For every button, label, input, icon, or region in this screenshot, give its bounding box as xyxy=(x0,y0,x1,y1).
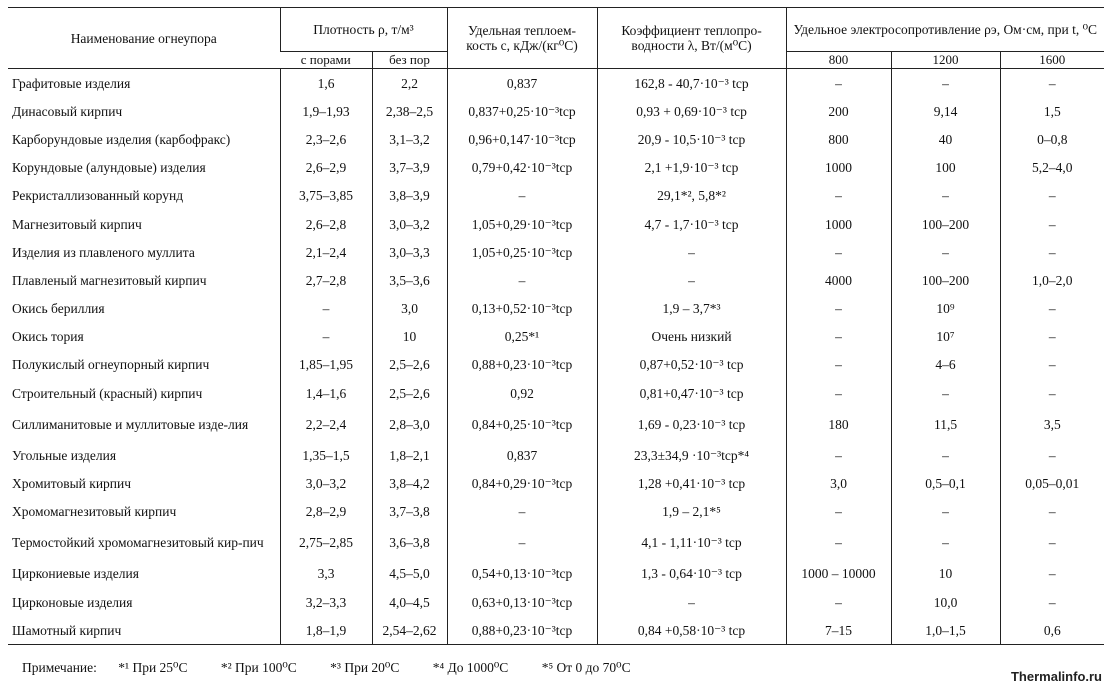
table-row xyxy=(8,210,1104,238)
cell-r800: – xyxy=(786,526,891,560)
cell-name: Полукислый огнеупорный кирпич xyxy=(12,357,210,373)
cell-d2: 1,8–2,1 xyxy=(372,441,447,469)
cell-r1600: 3,5 xyxy=(1000,407,1104,441)
cell-d1: – xyxy=(280,295,372,323)
table-row xyxy=(8,69,1104,98)
table-row xyxy=(8,616,1104,645)
cell-d1: – xyxy=(280,323,372,351)
cell-c: 0,79+0,42·10⁻³tср xyxy=(447,154,597,182)
cell-r1200: 0,5–0,1 xyxy=(891,469,1000,497)
cell-r800: – xyxy=(786,441,891,469)
cell-c: 0,25*¹ xyxy=(447,323,597,351)
header-heat-capacity: Удельная теплоем-кость с, кДж/(кг⁰С) xyxy=(447,8,597,69)
cell-c: – xyxy=(447,182,597,210)
cell-d1: 2,7–2,8 xyxy=(280,266,372,294)
cell-r1600: – xyxy=(1000,351,1104,379)
cell-r800: – xyxy=(786,69,891,98)
cell-r1600: – xyxy=(1000,210,1104,238)
cell-c: 0,88+0,23·10⁻³tср xyxy=(447,351,597,379)
cell-k: 29,1*², 5,8*² xyxy=(597,182,786,210)
table-row xyxy=(8,379,1104,407)
cell-r1600: 5,2–4,0 xyxy=(1000,154,1104,182)
cell-k: 20,9 - 10,5·10⁻³ tср xyxy=(597,125,786,153)
cell-r1200: 1,0–1,5 xyxy=(891,616,1000,645)
cell-d1: 3,0–3,2 xyxy=(280,469,372,497)
table-row xyxy=(8,351,1104,379)
cell-r1200: 11,5 xyxy=(891,407,1000,441)
cell-c: – xyxy=(447,498,597,526)
footnote-4: *⁴ До 1000⁰С xyxy=(432,660,509,675)
cell-r1600: – xyxy=(1000,560,1104,588)
cell-d1: 2,1–2,4 xyxy=(280,238,372,266)
cell-k: 23,3±34,9 ·10⁻³tср*⁴ xyxy=(597,441,786,469)
cell-k: 1,9 – 3,7*³ xyxy=(597,295,786,323)
cell-name: Изделия из плавленого муллита xyxy=(12,244,195,260)
cell-name: Динасовый кирпич xyxy=(12,103,123,119)
cell-name: Термостойкий хромомагнезитовый кир-пич xyxy=(12,535,264,551)
cell-r800: – xyxy=(786,351,891,379)
cell-name: Окись бериллия xyxy=(12,301,105,317)
table-row xyxy=(8,441,1104,469)
cell-name: Хромомагнезитовый кирпич xyxy=(12,504,177,520)
table-row xyxy=(8,588,1104,616)
cell-d2: 2,2 xyxy=(372,69,447,98)
cell-r1600: – xyxy=(1000,323,1104,351)
footnote-label: Примечание: xyxy=(22,660,97,675)
cell-name: Магнезитовый кирпич xyxy=(12,216,142,232)
cell-c: 0,13+0,52·10⁻³tср xyxy=(447,295,597,323)
cell-k: 162,8 - 40,7·10⁻³ tср xyxy=(597,69,786,98)
table-row xyxy=(8,295,1104,323)
cell-k: – xyxy=(597,238,786,266)
cell-r1200: – xyxy=(891,498,1000,526)
watermark: Thermalinfo.ru xyxy=(1010,669,1102,684)
cell-r1600: – xyxy=(1000,441,1104,469)
cell-c: 1,05+0,25·10⁻³tср xyxy=(447,238,597,266)
cell-name: Хромитовый кирпич xyxy=(12,476,132,492)
cell-r1200: 100–200 xyxy=(891,210,1000,238)
cell-r800: – xyxy=(786,295,891,323)
header-density-pores: с порами xyxy=(280,52,372,69)
cell-r800: – xyxy=(786,182,891,210)
cell-name: Строительный (красный) кирпич xyxy=(12,385,203,401)
table-row xyxy=(8,154,1104,182)
cell-r800: 200 xyxy=(786,97,891,125)
cell-k: 1,69 - 0,23·10⁻³ tср xyxy=(597,407,786,441)
table-body xyxy=(8,69,1104,645)
cell-d2: 3,8–3,9 xyxy=(372,182,447,210)
cell-name: Шамотный кирпич xyxy=(8,616,280,645)
cell-c: 1,05+0,29·10⁻³tср xyxy=(447,210,597,238)
cell-r1600: – xyxy=(1000,238,1104,266)
cell-r1200: – xyxy=(891,182,1000,210)
cell-k: 2,1 +1,9·10⁻³ tср xyxy=(597,154,786,182)
cell-r1600: – xyxy=(1000,69,1104,98)
cell-r1200: 10⁷ xyxy=(891,323,1000,351)
cell-r1200: 9,14 xyxy=(891,97,1000,125)
cell-k: 0,81+0,47·10⁻³ tср xyxy=(597,379,786,407)
cell-c: 0,63+0,13·10⁻³tср xyxy=(447,588,597,616)
footnotes xyxy=(22,660,661,676)
cell-name: Рекристаллизованный корунд xyxy=(12,188,184,204)
cell-r1600: – xyxy=(1000,526,1104,560)
cell-r800: – xyxy=(786,323,891,351)
cell-d1: 1,9–1,93 xyxy=(280,97,372,125)
cell-c: 0,92 xyxy=(447,379,597,407)
table-row xyxy=(8,469,1104,497)
cell-k: 0,93 + 0,69·10⁻³ tср xyxy=(597,97,786,125)
cell-d2: 2,5–2,6 xyxy=(372,351,447,379)
cell-d2: 3,0–3,3 xyxy=(372,238,447,266)
cell-r1600: 0–0,8 xyxy=(1000,125,1104,153)
cell-r800: 1000 xyxy=(786,154,891,182)
table-row xyxy=(8,560,1104,588)
cell-r1200: 100 xyxy=(891,154,1000,182)
cell-d1: 2,6–2,8 xyxy=(280,210,372,238)
cell-d1: 3,75–3,85 xyxy=(280,182,372,210)
cell-k: 4,1 - 1,11·10⁻³ tср xyxy=(597,526,786,560)
cell-d2: 3,6–3,8 xyxy=(372,526,447,560)
cell-r1600: 0,05–0,01 xyxy=(1000,469,1104,497)
cell-d2: 3,5–3,6 xyxy=(372,266,447,294)
cell-r800: – xyxy=(786,498,891,526)
cell-c: 0,837 xyxy=(447,441,597,469)
header-t800: 800 xyxy=(786,52,891,69)
table-row xyxy=(8,323,1104,351)
cell-d1: 2,3–2,6 xyxy=(280,125,372,153)
cell-r1200: 10⁹ xyxy=(891,295,1000,323)
cell-c: 0,88+0,23·10⁻³tср xyxy=(447,616,597,645)
cell-d1: 1,6 xyxy=(280,69,372,98)
cell-name: Цирконовые изделия xyxy=(12,594,133,610)
cell-k: – xyxy=(597,266,786,294)
cell-d1: 2,75–2,85 xyxy=(280,526,372,560)
cell-name: Плавленый магнезитовый кирпич xyxy=(12,272,207,288)
cell-k: 4,7 - 1,7·10⁻³ tср xyxy=(597,210,786,238)
cell-k: 0,87+0,52·10⁻³ tср xyxy=(597,351,786,379)
cell-r1200: – xyxy=(891,69,1000,98)
cell-d1: 1,35–1,5 xyxy=(280,441,372,469)
cell-r1600: 0,6 xyxy=(1000,616,1104,645)
cell-r1200: 100–200 xyxy=(891,266,1000,294)
cell-name: Угольные изделия xyxy=(12,447,117,463)
footnote-2: *² При 100⁰С xyxy=(220,660,297,675)
cell-d2: 3,0 xyxy=(372,295,447,323)
cell-c: 0,96+0,147·10⁻³tср xyxy=(447,125,597,153)
cell-r1600: – xyxy=(1000,498,1104,526)
cell-k: – xyxy=(597,588,786,616)
cell-d2: 2,8–3,0 xyxy=(372,407,447,441)
cell-d2: 4,0–4,5 xyxy=(372,588,447,616)
cell-d2: 2,5–2,6 xyxy=(372,379,447,407)
cell-d2: 3,7–3,9 xyxy=(372,154,447,182)
cell-name: Окись тория xyxy=(12,329,84,345)
cell-d2: 3,8–4,2 xyxy=(372,469,447,497)
table-row xyxy=(8,407,1104,441)
footnote-1: *¹ При 25⁰С xyxy=(118,660,188,675)
cell-name: Корундовые (алундовые) изделия xyxy=(12,160,206,176)
refractory-properties-table xyxy=(8,7,1104,645)
cell-r1200: 10,0 xyxy=(891,588,1000,616)
table-row xyxy=(8,182,1104,210)
cell-d1: 1,8–1,9 xyxy=(280,616,372,645)
cell-name: Графитовые изделия xyxy=(12,75,131,91)
header-density-nopores: без пор xyxy=(372,52,447,69)
cell-d2: 10 xyxy=(372,323,447,351)
table-row xyxy=(8,125,1104,153)
cell-r1600: – xyxy=(1000,588,1104,616)
cell-r1600: 1,5 xyxy=(1000,97,1104,125)
cell-r800: 3,0 xyxy=(786,469,891,497)
cell-r1200: 4–6 xyxy=(891,351,1000,379)
cell-d1: 2,2–2,4 xyxy=(280,407,372,441)
cell-c: 0,84+0,29·10⁻³tср xyxy=(447,469,597,497)
cell-c: 0,54+0,13·10⁻³tср xyxy=(447,560,597,588)
cell-r800: – xyxy=(786,379,891,407)
cell-r1600: – xyxy=(1000,379,1104,407)
cell-d1: 3,3 xyxy=(280,560,372,588)
cell-d2: 2,38–2,5 xyxy=(372,97,447,125)
header-conductivity: Коэффициент теплопро-водности λ, Вт/(м⁰С) xyxy=(597,8,786,69)
cell-r1200: – xyxy=(891,238,1000,266)
cell-d1: 2,8–2,9 xyxy=(280,498,372,526)
cell-d1: 3,2–3,3 xyxy=(280,588,372,616)
cell-c: 0,837+0,25·10⁻³tср xyxy=(447,97,597,125)
footnote-5: *⁵ От 0 до 70⁰С xyxy=(541,660,631,675)
cell-r800: 7–15 xyxy=(786,616,891,645)
table-row xyxy=(8,97,1104,125)
cell-r800: 800 xyxy=(786,125,891,153)
cell-r1200: – xyxy=(891,526,1000,560)
cell-d2: 4,5–5,0 xyxy=(372,560,447,588)
cell-k: 1,28 +0,41·10⁻³ tср xyxy=(597,469,786,497)
cell-r1200: 10 xyxy=(891,560,1000,588)
footnote-3: *³ При 20⁰С xyxy=(330,660,400,675)
table-row xyxy=(8,238,1104,266)
cell-k: 1,9 – 2,1*⁵ xyxy=(597,498,786,526)
cell-d2: 3,7–3,8 xyxy=(372,498,447,526)
header-t1600: 1600 xyxy=(1000,52,1104,69)
cell-r1200: – xyxy=(891,379,1000,407)
cell-d1: 2,6–2,9 xyxy=(280,154,372,182)
cell-c: 0,837 xyxy=(447,69,597,98)
header-t1200: 1200 xyxy=(891,52,1000,69)
cell-d1: 1,85–1,95 xyxy=(280,351,372,379)
cell-r800: 4000 xyxy=(786,266,891,294)
cell-r800: – xyxy=(786,238,891,266)
cell-r800: – xyxy=(786,588,891,616)
header-resistivity: Удельное электросопротивление ρэ, Ом·см, при t, ⁰С xyxy=(786,8,1104,52)
table-row xyxy=(8,498,1104,526)
cell-k: 1,3 - 0,64·10⁻³ tср xyxy=(597,560,786,588)
cell-name: Силлиманитовые и муллитовые изде-лия xyxy=(12,416,249,432)
cell-r1600: – xyxy=(1000,295,1104,323)
cell-r1600: 1,0–2,0 xyxy=(1000,266,1104,294)
cell-r1600: – xyxy=(1000,182,1104,210)
table-row xyxy=(8,266,1104,294)
cell-k: Очень низкий xyxy=(597,323,786,351)
cell-r800: 1000 xyxy=(786,210,891,238)
table-row xyxy=(8,526,1104,560)
cell-d2: 3,0–3,2 xyxy=(372,210,447,238)
cell-name: Карборундовые изделия (карбофракс) xyxy=(12,131,231,147)
cell-name: Циркониевые изделия xyxy=(12,566,139,582)
cell-c: – xyxy=(447,266,597,294)
cell-d2: 3,1–3,2 xyxy=(372,125,447,153)
header-density: Плотность ρ, т/м³ xyxy=(280,8,447,52)
header-name: Наименование огнеупора xyxy=(8,8,280,69)
cell-k: 0,84 +0,58·10⁻³ tср xyxy=(597,616,786,645)
cell-c: 0,84+0,25·10⁻³tср xyxy=(447,407,597,441)
cell-d1: 1,4–1,6 xyxy=(280,379,372,407)
cell-d2: 2,54–2,62 xyxy=(372,616,447,645)
cell-r1200: 40 xyxy=(891,125,1000,153)
cell-c: – xyxy=(447,526,597,560)
cell-r800: 1000 – 10000 xyxy=(786,560,891,588)
cell-r800: 180 xyxy=(786,407,891,441)
cell-r1200: – xyxy=(891,441,1000,469)
